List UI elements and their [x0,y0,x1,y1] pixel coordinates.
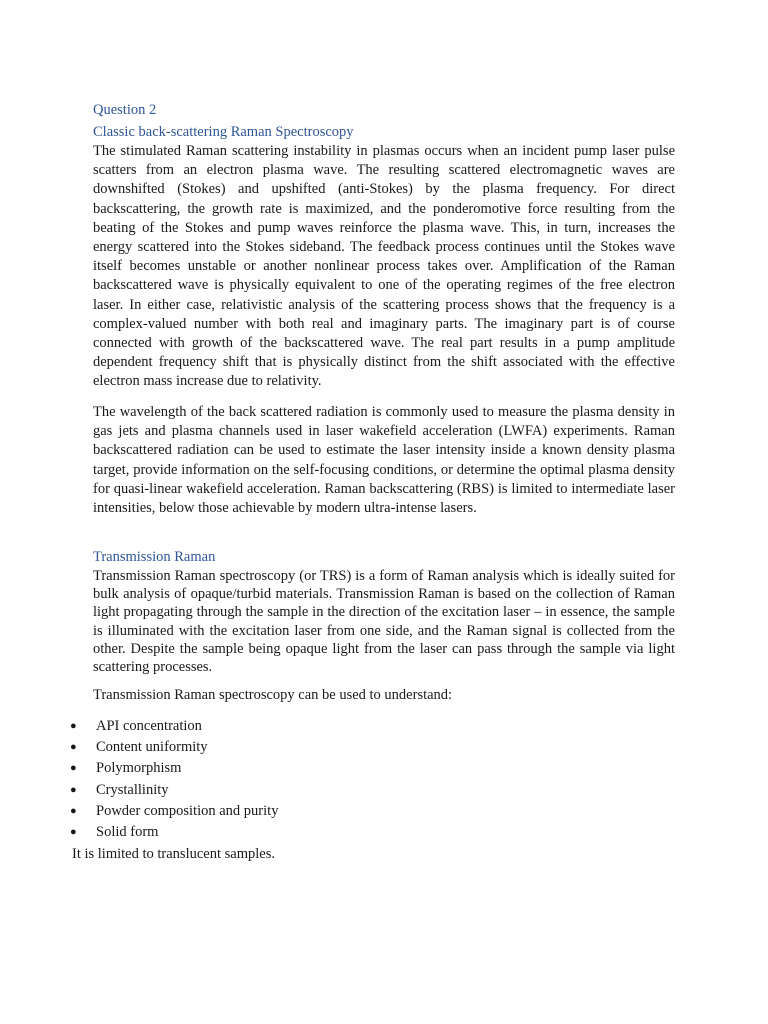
list-item-text: API concentration [96,718,202,734]
list-item-text: Crystallinity [96,781,169,798]
bullet-icon: ● [70,825,77,838]
bullet-icon: ● [70,720,77,732]
list-item-text: Content uniformity [96,739,208,756]
list-intro: Transmission Raman spectroscopy can be used to understand: [93,687,453,703]
list-item-text: Polymorphism [96,760,182,777]
bullet-icon: ● [70,762,77,775]
section-heading-backscattering-raman: Classic back-scattering Raman Spectroscopy [93,124,354,140]
bullet-icon: ● [70,783,77,796]
question-label: Question 2 [93,102,157,118]
list-item-text: Powder composition and purity [96,802,279,819]
transmission-paragraph: Transmission Raman spectroscopy (or TRS) is a form of Raman analysis which is ideally suited for bulk analysis of opaque/turbid materials. Transmission Raman is based on the collection of Raman light propagating through the sample in the direction of the excitation laser – in essence, the sample is illuminated with the excitation laser from one side, and the Raman signal is collected from the other. Despite the sample being opaque light from the laser can pass through the sample via light scattering processes. [93,568,675,676]
bullet-icon: ● [70,804,77,817]
closing-sentence: It is limited to translucent samples. [72,846,275,862]
backscattering-paragraph-1: The stimulated Raman scattering instability in plasmas occurs when an incident pump laser pulse scatters from an electron plasma wave. The resulting scattered electromagnetic waves are downshifted (Stokes) and upshifted (anti-Stokes) by the plasma frequency. For direct backscattering, the growth rate is maximized, and the ponderomotive force resulting from the beating of the Stokes and pump waves reinforce the plasma wave. This, in turn, increases the energy scattered into the Stokes sideband. The feedback process continues until the Stokes wave itself becomes unstable or another nonlinear process takes over. Amplification of the Raman backscattered wave is physically equivalent to one of the operating regimes of the free electron laser. In either case, relativistic analysis of the scattering process shows that the frequency is a complex-valued number with both real and imaginary parts. The imaginary part is of course connected with growth of the backscattered wave. The real part results in a pump amplitude dependent frequency shift that is physically distinct from the shift associated with the effective electron mass increase due to relativity. [93,143,675,390]
section-heading-transmission-raman: Transmission Raman [93,549,216,565]
list-item-text: Solid form [96,823,159,840]
backscattering-paragraph-2: The wavelength of the back scattered radiation is commonly used to measure the plasma density in gas jets and plasma channels used in laser wakefield acceleration (LWFA) experiments. Raman backscattered radiation can be used to estimate the laser intensity inside a known density plasma target, provide information on the self-focusing conditions, or determine the optimal plasma density for quasi-linear wakefield acceleration. Raman backscattering (RBS) is limited to intermediate laser intensities, below those achievable by modern ultra-intense lasers. [93,404,675,517]
bullet-icon: ● [70,741,77,754]
